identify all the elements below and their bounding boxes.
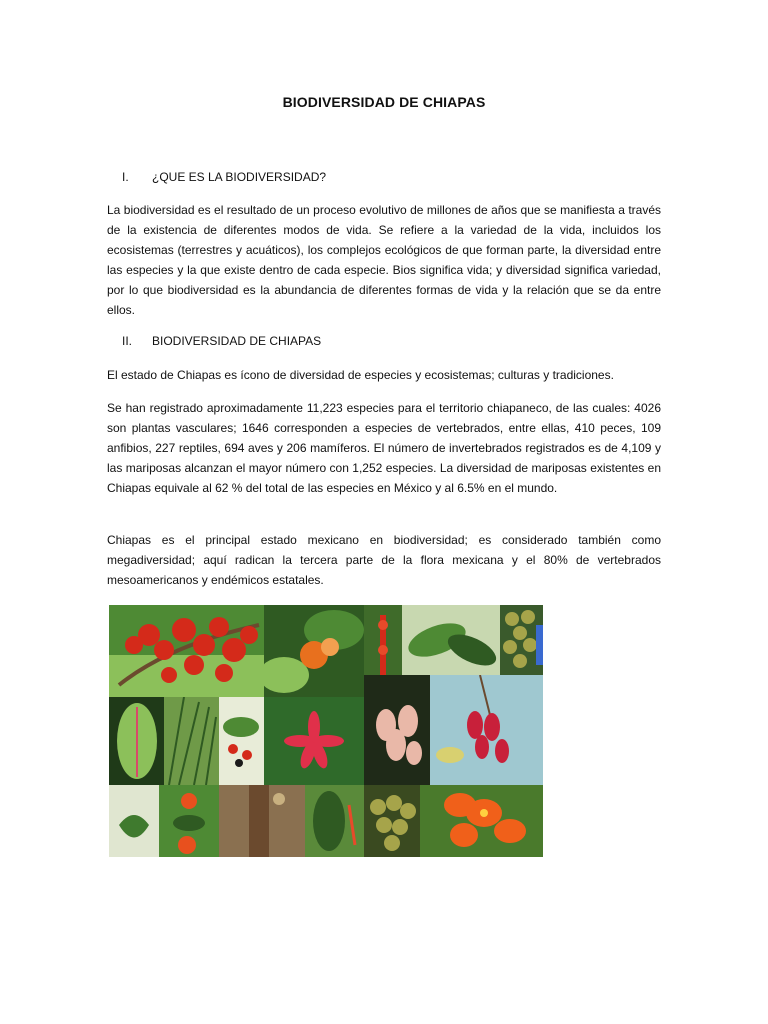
section-heading-1 [122,170,326,184]
collage-photo-red-flower [264,697,364,785]
collage-photo-leaves [402,605,500,675]
collage-photo-green-fruits [364,785,420,857]
collage-photo-grass [164,697,219,785]
paragraph-chiapas-intro: El estado de Chiapas es ícono de diversidad de especies y ecosistemas; culturas y tradiciones. [107,368,614,382]
collage-photo-orange-flowers [420,785,543,857]
collage-photo-red-berries-small [219,697,264,785]
collage-photo-orange-blooms [159,785,219,857]
document-title: BIODIVERSIDAD DE CHIAPAS [282,94,486,110]
paragraph-biodiversity-definition: La biodiversidad es el resultado de un proceso evolutivo de millones de años que se manifiesta a través de la existencia de diferentes modos de vida. Se refiere a la variedad de la vida, incluidos los ecosistemas (terrestres y acuáticos), los complejos ecológicos de que forman parte, la diversidad entre las especies y la que existe dentro de cada especie. Bios significa vida; y diversidad significa variedad, por lo que biodiversidad es la abundancia de diferentes formas de vida y la relación que se da entre ellos. [107,203,661,317]
collage-photo-heart-leaves [109,785,159,857]
section-title: ¿QUE ES LA BIODIVERSIDAD? [152,170,327,184]
section-number: II. [122,334,133,348]
collage-photo-pink-blossoms [364,675,430,785]
section-heading-2 [122,334,321,348]
section-number: I. [122,170,129,184]
collage-photo-tree-trunk [219,785,305,857]
collage-photo-olive-fruits [500,605,543,675]
collage-photo-big-leaf [109,697,164,785]
collage-photo-orange-fruit [264,605,364,697]
biodiversity-photo-collage [109,605,543,857]
collage-photo-red-berries [109,605,264,697]
paragraph-megadiversity: Chiapas es el principal estado mexicano en biodiversidad; es considerado también como megadiversidad; aquí radican la tercera parte de la flora mexicana y el 80% de vertebrados mesoamericanos y endémicos estatales. [107,533,661,587]
collage-photo-glossy-leaf [305,785,364,857]
paragraph-species-counts: Se han registrado aproximadamente 11,223 especies para el territorio chiapaneco, de las cuales: 4026 son plantas vasculares; 1646 corresponden a especies de vertebrados, entre ellas, 410 peces, 109 anfibios, 227 reptiles, 694 aves y 206 mamíferos. El número de invertebrados registrados es de 4,109 y las mariposas alcanzan el mayor número con 1,252 especies. La diversidad de mariposas existentes en Chiapas equivale al 62 % del total de las especies en México y al 6.5% en el mundo. [107,401,661,495]
section-title: BIODIVERSIDAD DE CHIAPAS [152,334,322,348]
collage-photo-hanging-flowers [430,675,543,785]
